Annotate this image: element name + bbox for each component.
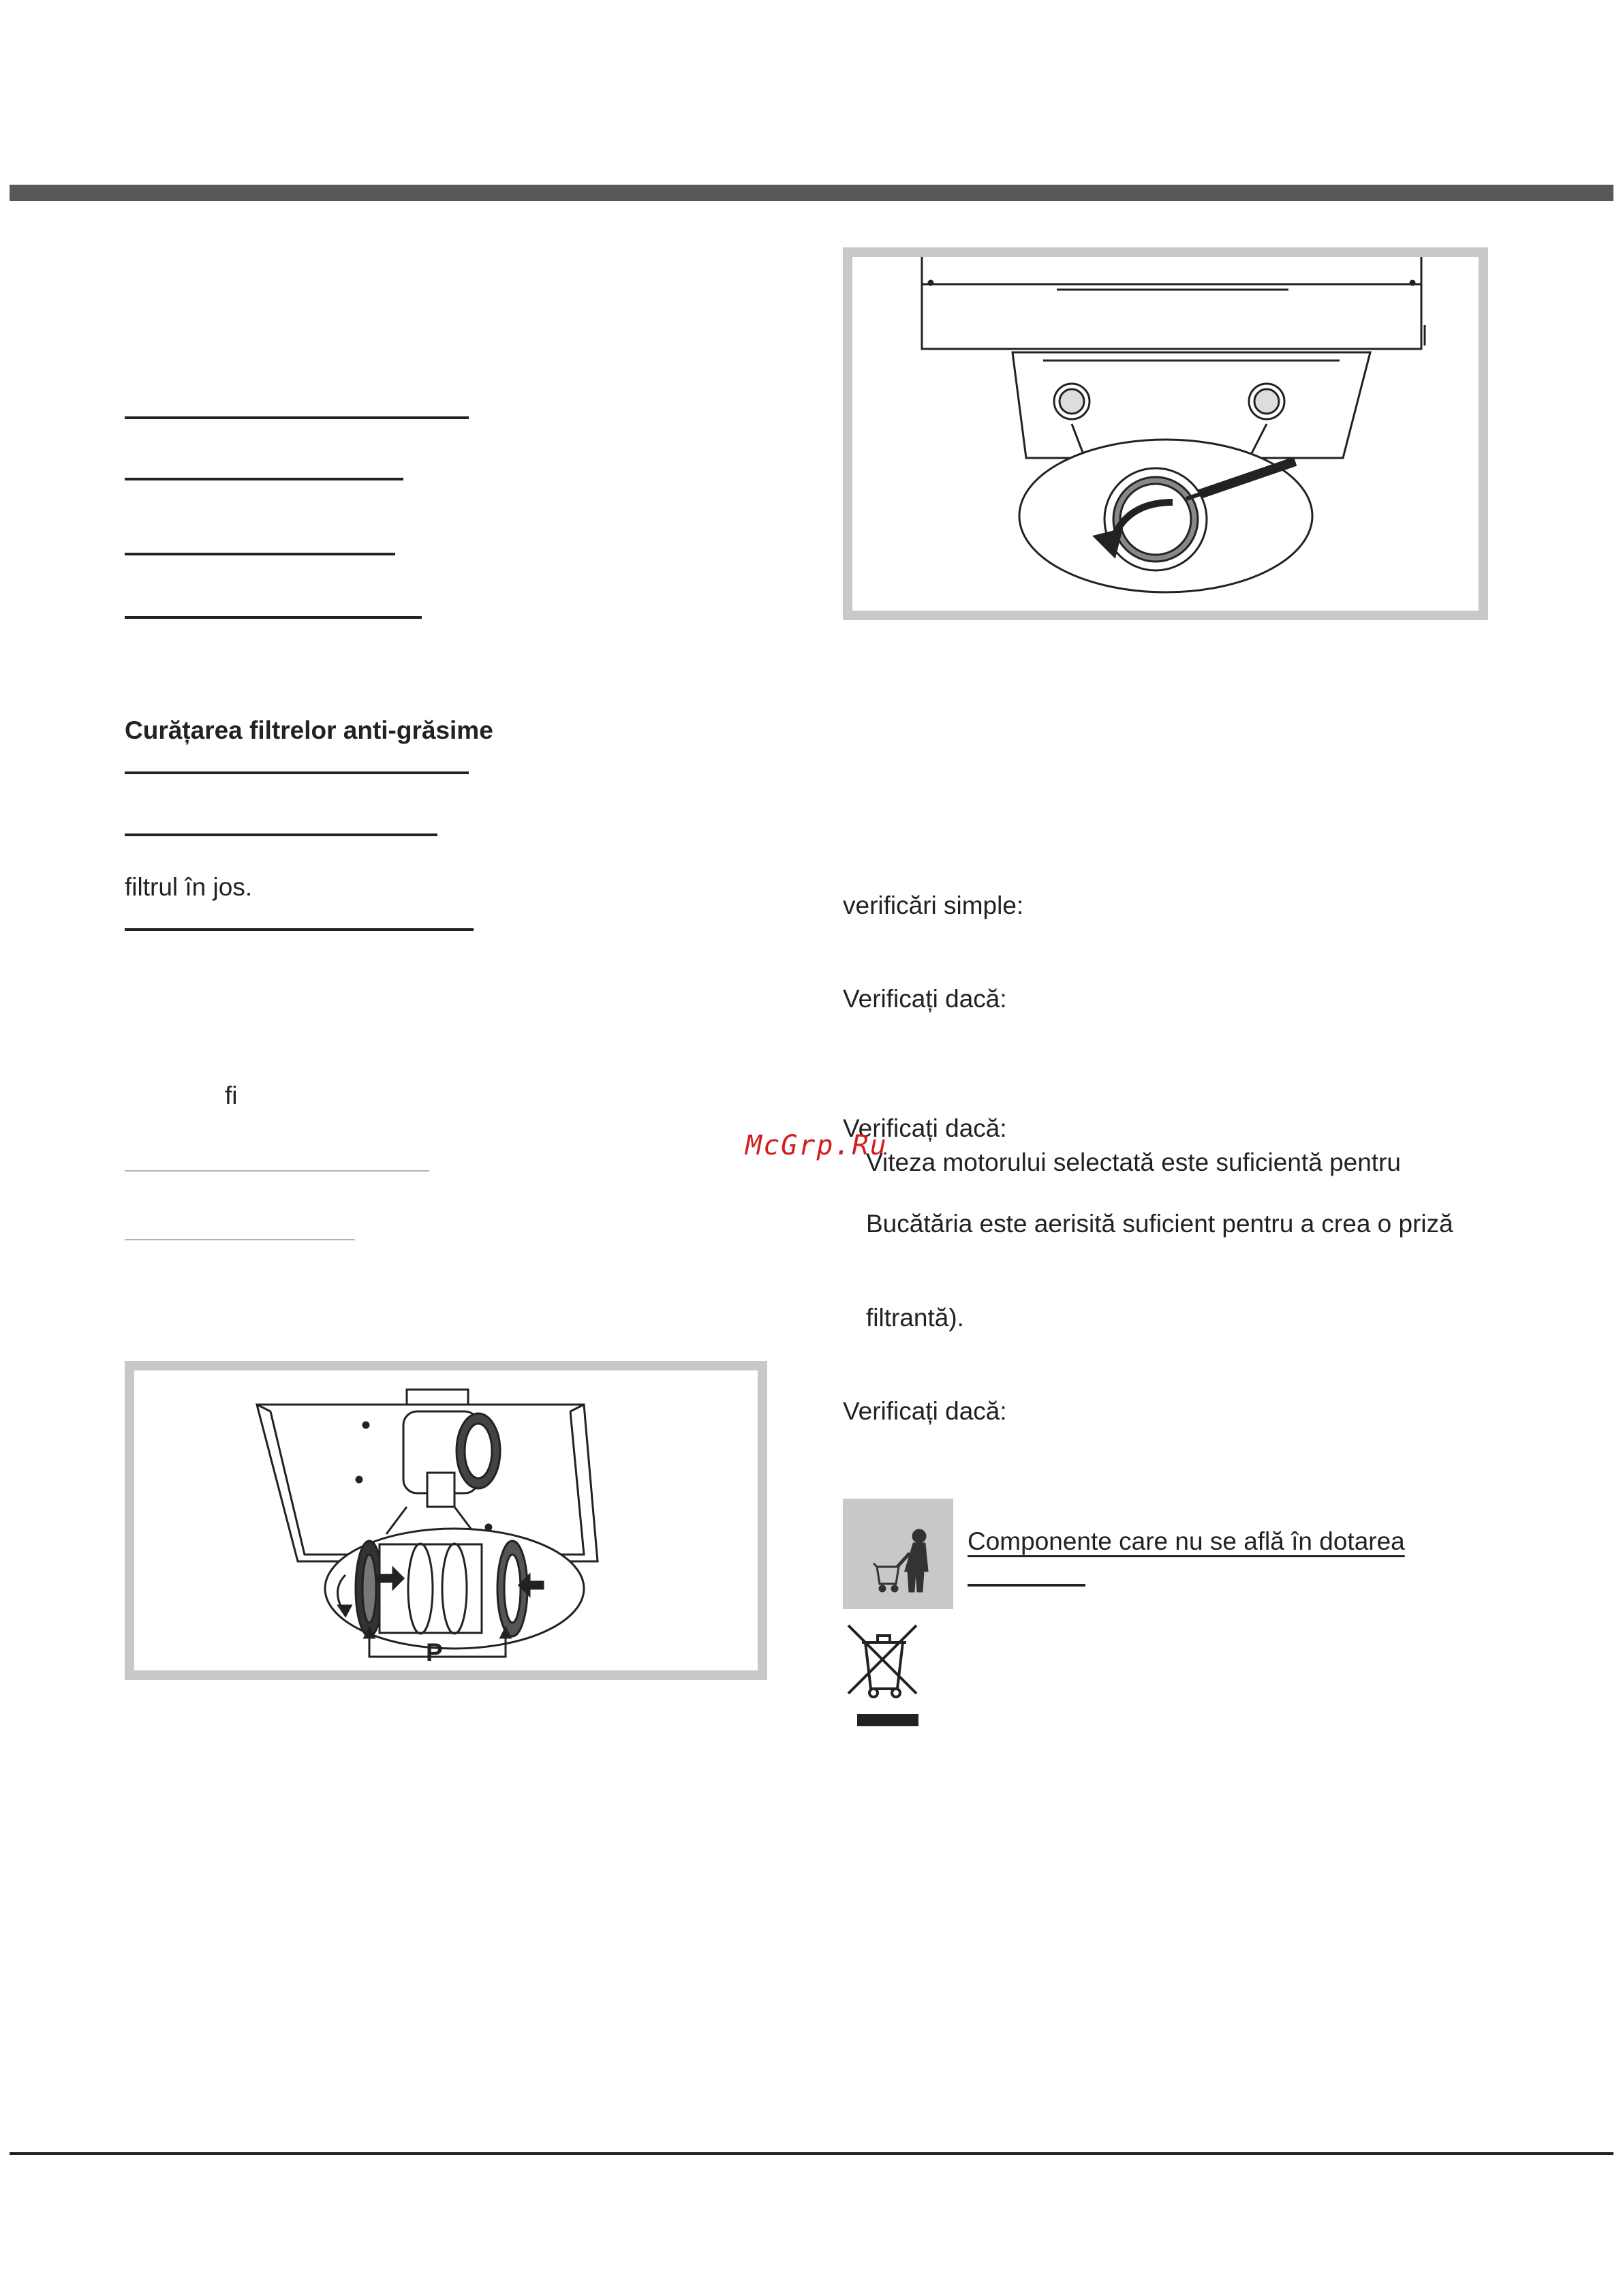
figure-label-p: P (426, 1638, 443, 1666)
ligature-char: ﬁ (225, 1082, 238, 1109)
underline-rule-faint (125, 1239, 355, 1240)
underline-rule (125, 616, 422, 619)
underline-rule (125, 478, 403, 480)
underline-rule (125, 416, 469, 419)
underline-rule (125, 553, 395, 555)
underline-rule-faint (125, 1170, 429, 1172)
lamp-illustration (852, 257, 1479, 611)
figure-lamp-removal (843, 247, 1488, 620)
figure-filter-removal (125, 1361, 767, 1680)
recycle-bin-crossed-icon (845, 1622, 923, 1731)
check-heading-2: Verificați dacă: (843, 1114, 1007, 1142)
motor-speed-text: Viteza motorului selectată este suficientă pentru (866, 1148, 1401, 1176)
kitchen-air-text: Bucătăria este aerisită suficient pentru a crea o priză (866, 1210, 1453, 1238)
accessories-text: Componente care nu se află în dotarea (968, 1527, 1405, 1555)
check-heading-1: Verificați dacă: (843, 985, 1007, 1013)
footer-rule (10, 2152, 1613, 2155)
shopping-cart-icon (843, 1499, 953, 1609)
checks-intro: verificări simple: (843, 891, 1024, 919)
hood-filter-illustration (134, 1371, 758, 1670)
underline-rule (125, 833, 437, 836)
underline-rule (125, 771, 469, 774)
check-heading-3: Verificați dacă: (843, 1397, 1007, 1425)
watermark: McGrp.Ru (745, 1130, 888, 1161)
section-title: Curățarea filtrelor anti-grăsime (125, 716, 493, 744)
underline-rule (968, 1584, 1085, 1587)
underline-rule (125, 928, 474, 931)
header-bar (10, 185, 1613, 201)
filter-end-text: filtrantă). (866, 1304, 964, 1332)
filter-text: filtrul în jos. (125, 873, 253, 901)
